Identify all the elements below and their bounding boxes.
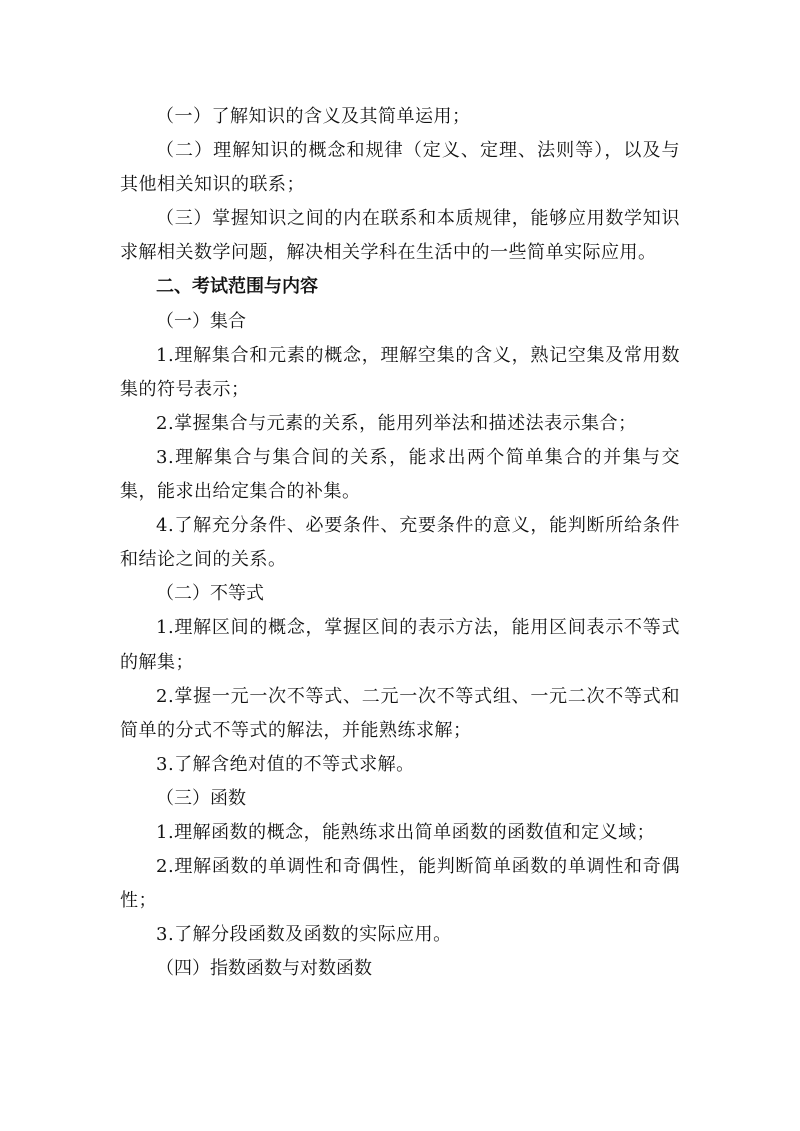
inequalities-item-3: 3.了解含绝对值的不等式求解。 — [156, 753, 415, 775]
inequalities-item-2: 2.掌握一元一次不等式、二元一次不等式组、一元二次不等式和简单的分式不等式的解法，并能熟练求解； — [120, 685, 680, 741]
requirement-level-3: （三）掌握知识之间的内在联系和本质规律，能够应用数学知识求解相关数学问题，解决相关学科在生活中的一些简单实际应用。 — [120, 208, 680, 264]
sets-item-1: 1.理解集合和元素的概念，理解空集的含义，熟记空集及常用数集的符号表示； — [120, 344, 680, 400]
sets-item-4: 4.了解充分条件、必要条件、充要条件的意义，能判断所给条件和结论之间的关系。 — [120, 515, 680, 571]
functions-item-2: 2.理解函数的单调性和奇偶性，能判断简单函数的单调性和奇偶性； — [120, 856, 680, 912]
subsection-sets: （一）集合 — [156, 310, 246, 332]
requirement-level-1: （一）了解知识的含义及其简单运用； — [156, 106, 471, 127]
sets-item-2: 2.掌握集合与元素的关系，能用列举法和描述法表示集合； — [156, 412, 637, 434]
document-body — [120, 100, 680, 986]
functions-item-3: 3.了解分段函数及函数的实际应用。 — [156, 924, 452, 946]
functions-item-1: 1.理解函数的概念，能熟练求出简单函数的函数值和定义域； — [156, 821, 656, 843]
section-heading-exam-scope: 二、考试范围与内容 — [156, 276, 318, 298]
inequalities-item-1: 1.理解区间的概念，掌握区间的表示方法，能用区间表示不等式的解集； — [120, 617, 680, 673]
subsection-functions: （三）函数 — [156, 787, 246, 809]
requirement-level-2: （二）理解知识的概念和规律（定义、定理、法则等），以及与其他相关知识的联系； — [120, 140, 680, 196]
sets-item-3: 3.理解集合与集合间的关系，能求出两个简单集合的并集与交集，能求出给定集合的补集。 — [120, 446, 680, 503]
subsection-inequalities: （二）不等式 — [156, 583, 264, 605]
subsection-exponential-logarithmic: （四）指数函数与对数函数 — [156, 958, 372, 980]
